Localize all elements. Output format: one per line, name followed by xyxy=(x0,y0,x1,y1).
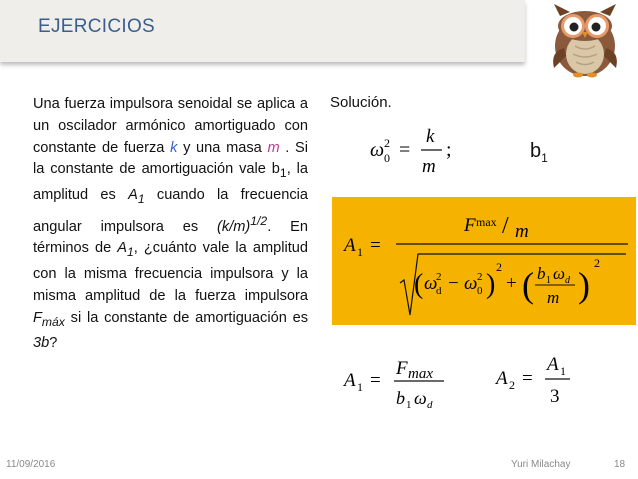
label-b1: $b_1$ xyxy=(530,140,548,165)
svg-text:/: / xyxy=(502,213,509,239)
equation-A1 xyxy=(340,350,460,412)
svg-text:1: 1 xyxy=(560,364,566,378)
svg-text:k: k xyxy=(426,126,435,147)
svg-text:=: = xyxy=(370,235,381,256)
svg-text:2: 2 xyxy=(509,378,515,392)
svg-text:A: A xyxy=(496,368,508,389)
svg-text:d: d xyxy=(565,275,570,286)
svg-text:2: 2 xyxy=(477,271,483,283)
svg-text:b: b xyxy=(537,264,546,283)
svg-text:=: = xyxy=(399,139,411,161)
svg-text:ω: ω xyxy=(553,264,566,283)
svg-text:2: 2 xyxy=(594,256,600,270)
svg-text:=: = xyxy=(370,370,381,391)
equation-amplitude xyxy=(332,197,636,325)
svg-text:0: 0 xyxy=(384,151,390,165)
svg-text:F: F xyxy=(464,215,476,236)
svg-text:(: ( xyxy=(414,269,424,300)
svg-text:;: ; xyxy=(446,139,452,161)
svg-text:d: d xyxy=(427,399,433,411)
svg-text:m: m xyxy=(422,156,436,177)
svg-text:F: F xyxy=(396,358,408,379)
svg-text:d: d xyxy=(436,285,442,297)
svg-text:1: 1 xyxy=(357,380,363,394)
svg-text:ω: ω xyxy=(464,273,478,294)
footer-page-number: 18 xyxy=(614,459,626,470)
svg-text:+: + xyxy=(506,273,517,294)
svg-text:A: A xyxy=(344,370,356,391)
footer-date: 11/09/2016 xyxy=(6,459,56,470)
svg-text:=: = xyxy=(522,368,533,389)
svg-text:m: m xyxy=(547,288,560,307)
svg-text:2: 2 xyxy=(384,136,390,150)
equation-A2 xyxy=(492,348,582,410)
svg-text:A: A xyxy=(344,235,356,256)
owl-mascot-icon xyxy=(540,2,630,78)
svg-text:): ) xyxy=(486,269,496,300)
var-k: k xyxy=(170,139,178,156)
footer-author: Yuri Milachay xyxy=(511,459,571,470)
svg-text:max: max xyxy=(408,366,433,382)
svg-text:): ) xyxy=(578,265,590,305)
svg-text:0: 0 xyxy=(477,285,483,297)
svg-text:(: ( xyxy=(522,265,534,305)
svg-text:ω: ω xyxy=(370,139,385,161)
svg-text:ω: ω xyxy=(414,388,427,408)
svg-text:b: b xyxy=(396,388,405,408)
svg-text:max: max xyxy=(476,215,497,229)
var-m: m xyxy=(267,139,280,156)
svg-text:ω: ω xyxy=(424,273,438,294)
equation-omega0 xyxy=(366,118,476,180)
svg-text:1: 1 xyxy=(546,275,551,286)
page-title: EJERCICIOS xyxy=(38,16,156,37)
svg-text:−: − xyxy=(448,273,459,294)
svg-text:A: A xyxy=(547,354,559,375)
svg-text:2: 2 xyxy=(496,260,502,274)
svg-text:m: m xyxy=(515,221,529,242)
svg-text:2: 2 xyxy=(436,271,442,283)
problem-statement: Una fuerza impulsora senoidal se aplica a un oscilador armónico amortiguado con constante de fuerza k y una masa m . Si la constante de amortiguación vale $b_1$, la amplitud es $A_1$ cuando la frecuencia angular impulsora es $(k/m)^{1/2}$. En términos de $A_1$, ¿cuánto vale la amplitud con la misma frecuencia impulsora y la misma amplitud de la fuerza impulsora $F_{máx}$ si la constante de amortiguación es 3b? xyxy=(33,96,309,352)
solution-label: Solución. xyxy=(330,94,392,111)
svg-text:1: 1 xyxy=(406,399,412,411)
svg-text:1: 1 xyxy=(357,245,363,259)
svg-text:3: 3 xyxy=(550,386,560,407)
